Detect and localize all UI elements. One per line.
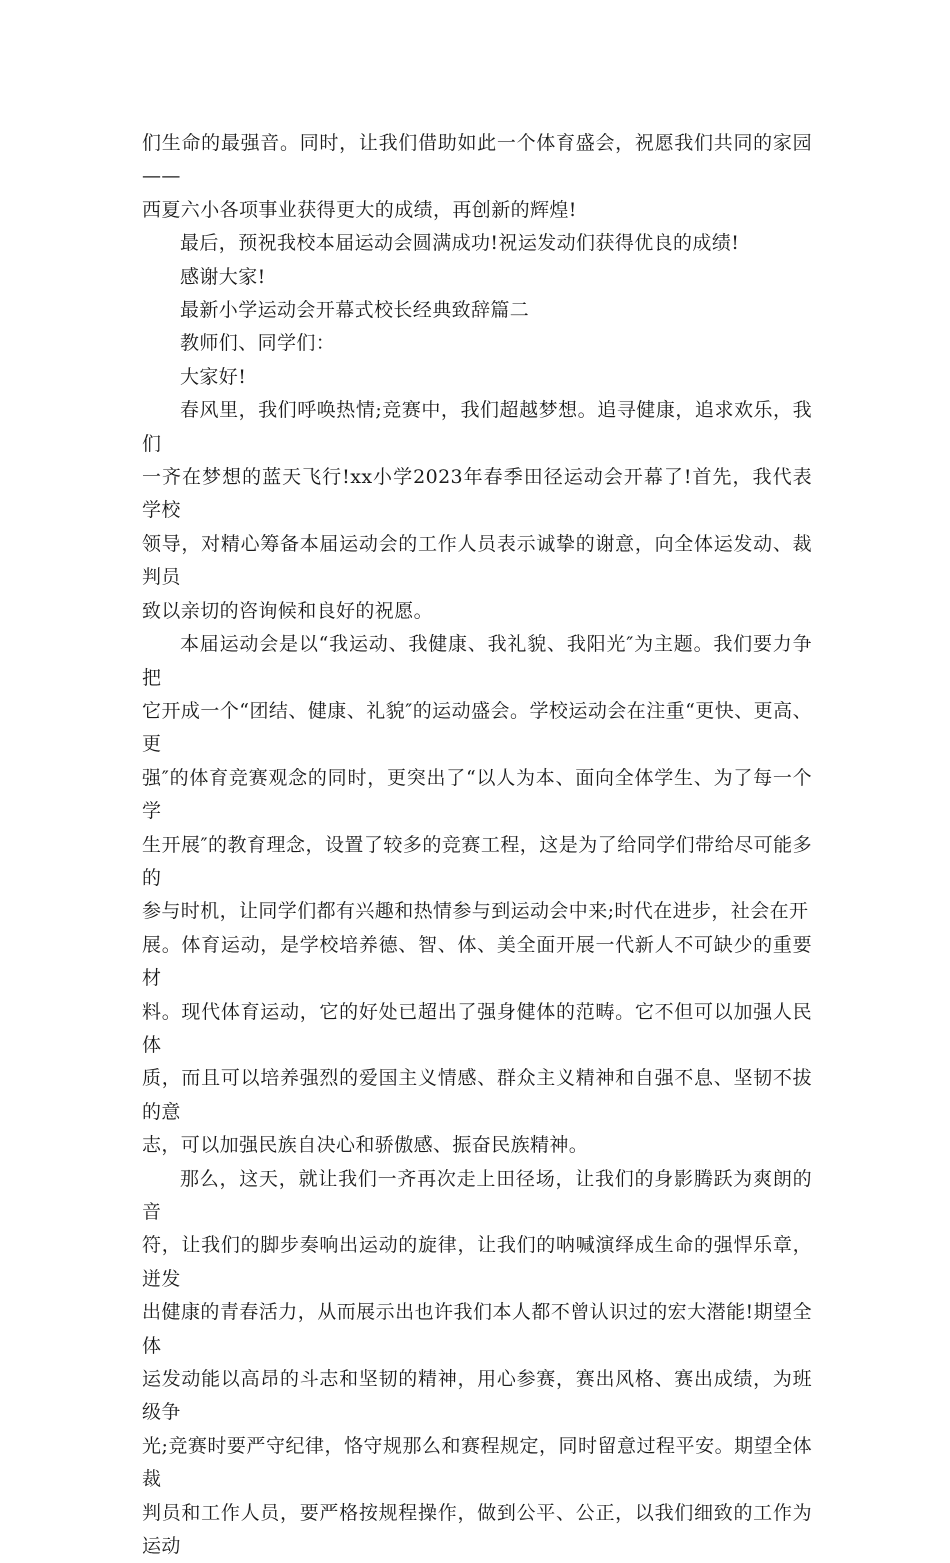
paragraph-8: 本届运动会是以“我运动、我健康、我礼貌、我阳光″为主题。我们要力争把 它开成一个“团结、健康、礼貌″的运动盛会。学校运动会在注重“更快、更高、更 强″的体育竞赛观念的同时，更突出了“以人为本、面向全体学生、为了每一个学 生开展″的教育理念，设置了较多的竞赛工程，这是为了给同学们带给尽可能多的 参与时机，让同学们都有兴趣和热情参与到运动会中来;时代在进步，社会在开 展。体育运动，是学校培养德、智、体、美全面开展一代新人不可缺少的重要材 料。现代体育运动，它的好处已超出了强身健体的范畴。它不但可以加强人民体 质，而且可以培养强烈的爱国主义情感、群众主义精神和自强不息、坚韧不拔的意 志，可以加强民族自决心和骄傲感、振奋民族精神。: [142, 633, 812, 1157]
paragraph-7: 春风里，我们呼唤热情;竞赛中，我们超越梦想。追寻健康，追求欢乐，我们 一齐在梦想的蓝天飞行!xx小学2023年春季田径运动会开幕了!首先，我代表学校 领导，对精心筹备本届运动会的工作人员表示诚挚的谢意，向全体运发动、裁判员 致以亲切的咨询候和良好的祝愿。: [142, 399, 812, 622]
section-heading: 最新小学运动会开幕式校长经典致辞篇二: [180, 299, 530, 322]
paragraph-2: 最后，预祝我校本届运动会圆满成功!祝运发动们获得优良的成绩!: [180, 232, 740, 255]
document-body: [142, 127, 812, 1563]
paragraph-9: 那么，这天，就让我们一齐再次走上田径场，让我们的身影腾跃为爽朗的音 符，让我们的脚步奏响出运动的旋律，让我们的呐喊演绎成生命的强悍乐章，迸发 出健康的青春活力，从而展示出也许我们本人都不曾认识过的宏大潜能!期望全体 运发动能以高昂的斗志和坚韧的精神，用心参赛，赛出风格、赛出成绩，为班级争 光;竞赛时要严守纪律，恪守规那么和赛程规定，同时留意过程平安。期望全体裁 判员和工作人员，要严格按规程操作，做到公平、公正，以我们细致的工作为运动: [142, 1167, 812, 1558]
greeting: 大家好!: [180, 365, 247, 388]
paragraph-3: 感谢大家!: [180, 265, 266, 288]
salutation: 教师们、同学们：: [180, 332, 336, 355]
paragraph-1: 们生命的最强音。同时，让我们借助如此一个体育盛会，祝愿我们共同的家园—— 西夏六小各项事业获得更大的成绩，再创新的辉煌!: [142, 132, 812, 221]
